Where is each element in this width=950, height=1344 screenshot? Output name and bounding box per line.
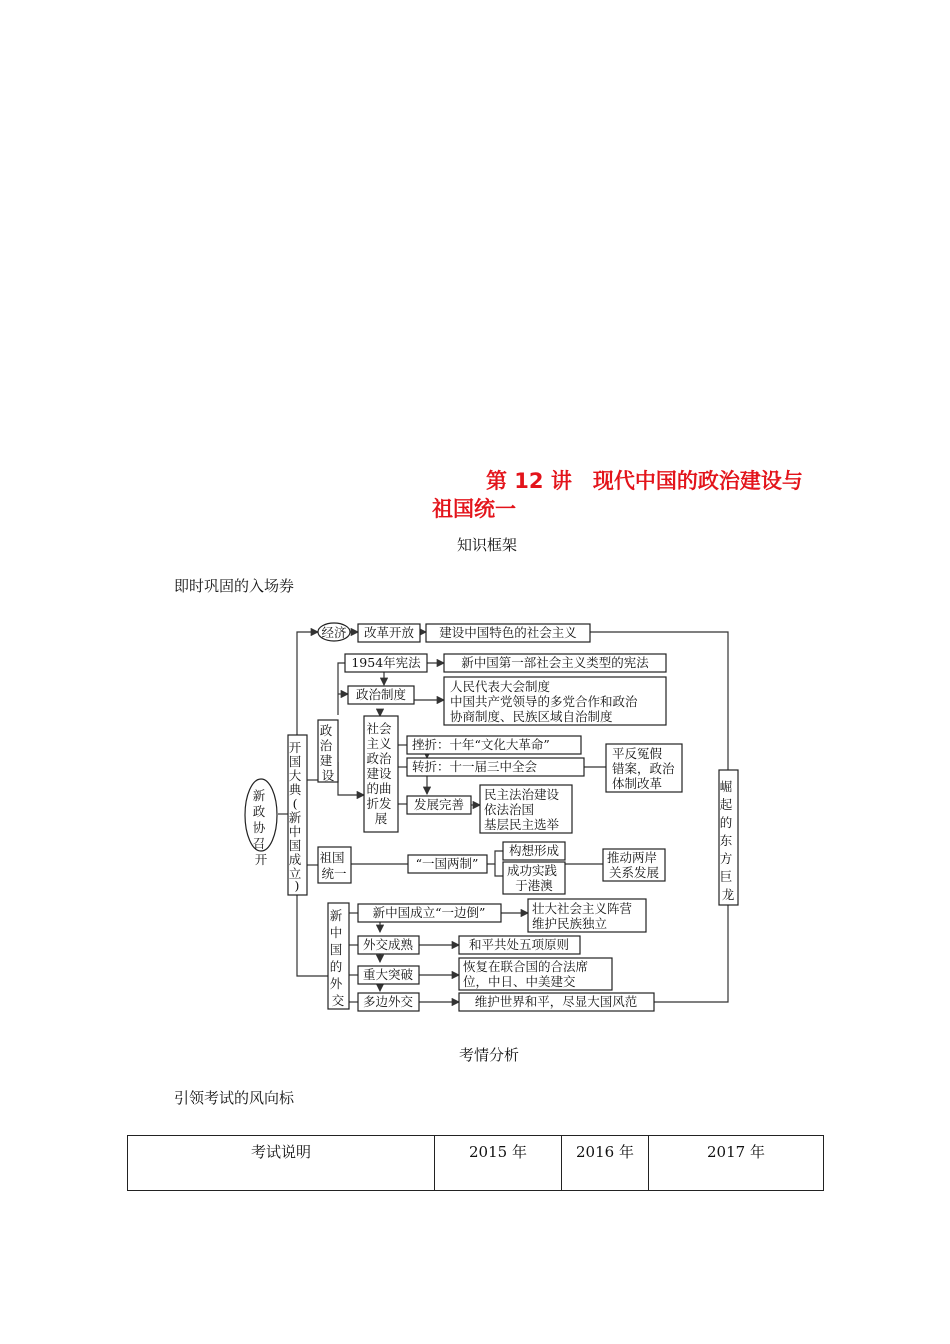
multilateral-label: 多边外交 xyxy=(362,994,414,1009)
cross-strait-label: 推动两岸 关系发展 xyxy=(607,850,660,880)
perfecting-label: 发展完善 xyxy=(413,797,465,812)
concept-label: 构想形成 xyxy=(508,843,560,858)
exam-table xyxy=(127,1135,824,1191)
turning-label: 转折：十一届三中全会 xyxy=(412,759,538,774)
one-country-label: “一国两制” xyxy=(415,856,479,871)
first-constitution-label: 新中国第一部社会主义类型的宪法 xyxy=(461,655,649,670)
economy-label: 经济 xyxy=(321,625,347,640)
exam-header-cell: 2017 年 xyxy=(649,1136,824,1191)
root-label: 新 政 协 召 开 xyxy=(252,788,268,867)
unification-label: 祖国 统一 xyxy=(319,850,347,881)
politics-label: 政 治 建 设 xyxy=(319,723,335,783)
exam-header-cell: 2015 年 xyxy=(435,1136,562,1191)
exam-header-cell: 考试说明 xyxy=(128,1136,435,1191)
democracy-label: 民主法治建设 依法治国 基层民主选举 xyxy=(484,787,560,832)
redress-label: 平反冤假 错案，政治 体制改革 xyxy=(612,746,675,791)
breakthrough-result-label: 恢复在联合国的合法席 位，中日、中美建交 xyxy=(463,959,589,989)
setback-label: 挫折：十年“文化大革命” xyxy=(412,737,550,752)
five-principles-label: 和平共处五项原则 xyxy=(468,937,570,952)
founding-label: 开 国 大 典 ( 新 中 国 成 立 ) xyxy=(288,740,302,893)
lean-result-label: 壮大社会主义阵营 维护民族独立 xyxy=(532,901,633,931)
practice-label: 成功实践 于港澳 xyxy=(507,863,558,893)
systems-label: 人民代表大会制度 中国共产党领导的多党合作和政治 协商制度、民族区域自治制度 xyxy=(450,679,638,724)
lean-one-side-label: 新中国成立“一边倒” xyxy=(372,905,486,920)
rise-label: 崛 起 的 东 方 巨 龙 xyxy=(719,779,735,902)
multilateral-result-label: 维护世界和平，尽显大国风范 xyxy=(474,994,638,1009)
winding-label: 社会 主义 政治 建设 的曲 折发 展 xyxy=(366,721,392,826)
breakthrough-label: 重大突破 xyxy=(362,967,414,982)
mature-label: 外交成熟 xyxy=(362,937,414,952)
section-card: 即时巩固的入场券 xyxy=(174,577,295,595)
lecture-title-line2: 祖国统一 xyxy=(432,497,516,521)
constitution-1954-label: 1954年宪法 xyxy=(351,655,421,670)
reform-label: 改革开放 xyxy=(363,625,415,640)
socialism-label: 建设中国特色的社会主义 xyxy=(439,625,577,640)
section-analysis: 考情分析 xyxy=(459,1046,520,1064)
section-framework: 知识框架 xyxy=(457,536,518,554)
section-guide: 引领考试的风向标 xyxy=(174,1089,295,1107)
exam-header-cell: 2016 年 xyxy=(562,1136,649,1191)
exam-table-header-row xyxy=(128,1136,824,1191)
lecture-title-line1: 第 12 讲 现代中国的政治建设与 xyxy=(486,469,803,493)
diplomacy-label: 新 中 国 的 外 交 xyxy=(329,908,345,1008)
political-system-label: 政治制度 xyxy=(355,687,407,702)
